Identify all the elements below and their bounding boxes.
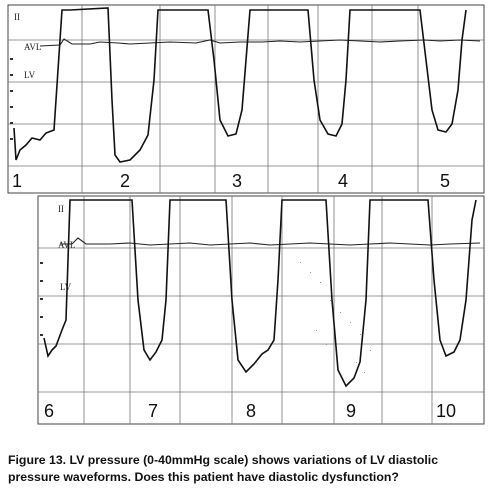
panel-1-beat-5: 5	[440, 171, 451, 191]
panel-1-beat-2: 2	[120, 171, 131, 191]
panel-1-lead-lv: LV	[24, 70, 36, 80]
panel-1-frame	[8, 5, 484, 193]
figure-caption: Figure 13. LV pressure (0-40mmHg scale) shows variations of LV diastolic pressure waveforms. Does this patient have diastolic dysfunction?	[8, 453, 439, 484]
panel-2-lead-lv: LV	[60, 282, 72, 292]
panel-1-lead-ii: II	[14, 12, 20, 22]
panel-1-beat-4: 4	[338, 171, 349, 191]
panel-1-beat-1: 1	[12, 171, 23, 191]
panel-2-lead-avl: AVL	[58, 240, 76, 250]
panel-2-beat-9: 9	[346, 401, 357, 421]
panel-2-beat-7: 7	[148, 401, 159, 421]
panel-2-lead-ii: II	[58, 204, 64, 214]
panel-2-beat-6: 6	[44, 401, 55, 421]
panel-2-beat-10: 10	[436, 401, 457, 421]
panel-2	[38, 196, 484, 424]
panel-1-beat-3: 3	[232, 171, 243, 191]
panel-2-beat-8: 8	[246, 401, 257, 421]
panel-1-lead-avl: AVL	[24, 42, 42, 52]
panel-2-frame	[38, 196, 484, 424]
panel-1	[8, 5, 484, 193]
